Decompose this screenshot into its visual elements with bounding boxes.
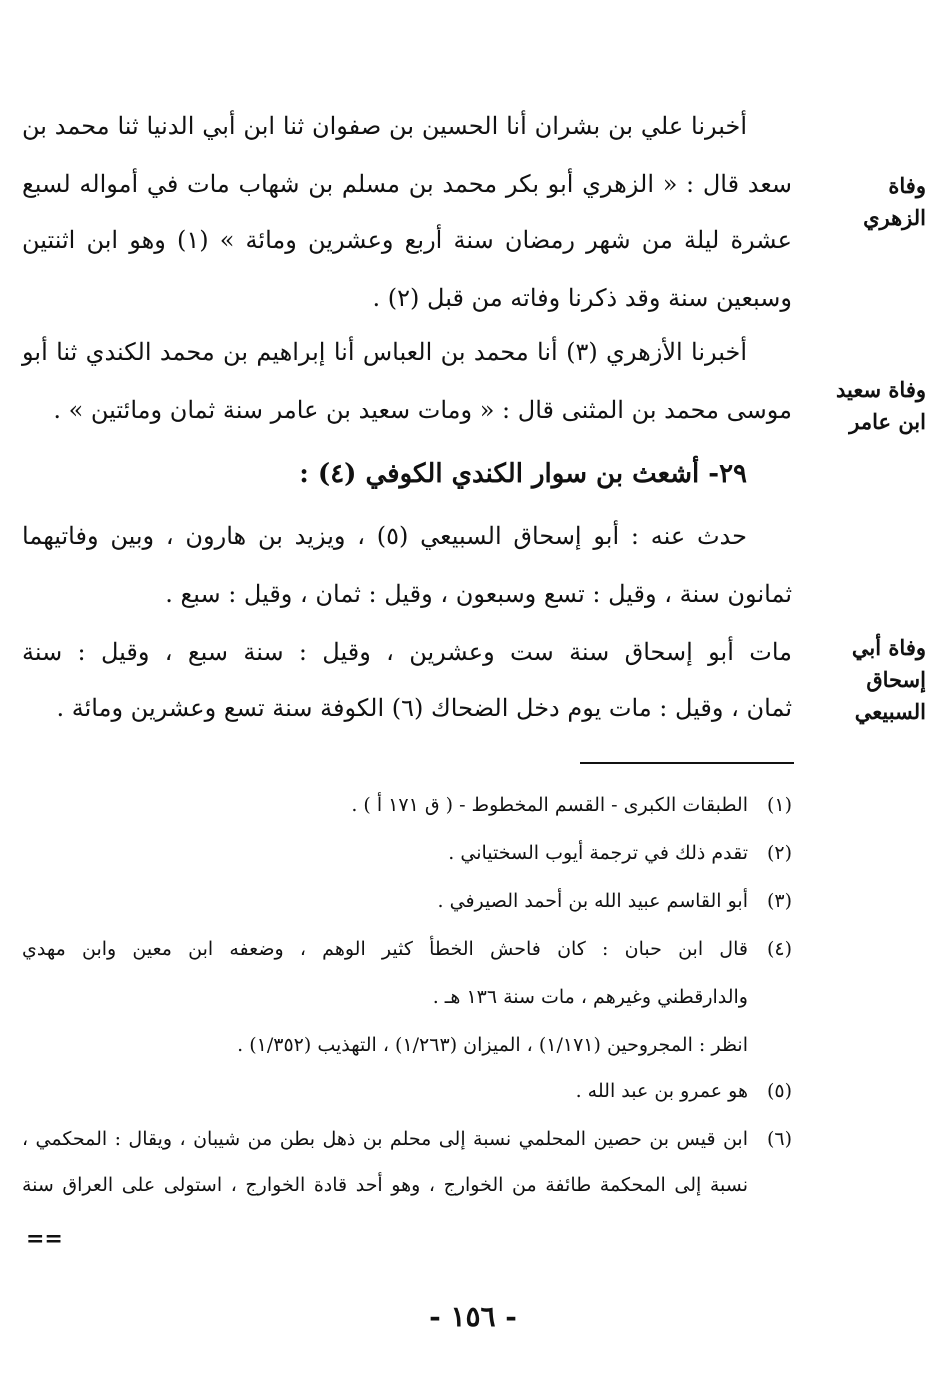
footnote-4-refs: انظر : المجروحين (١/١٧١) ، الميزان (١/٢٦٣) ، التهذيب (١/٣٥٢) . [237, 1034, 748, 1056]
footnote-number: (٦) [766, 1128, 792, 1150]
footnote-text: ابن قيس بن حصين المحلمي نسبة إلى محلم بن ذهل بطن من شيبان ، ويقال : المحكمي ، [22, 1128, 748, 1150]
margin-note-line: إسحاق [866, 667, 926, 692]
footnote-number: (٥) [766, 1080, 792, 1102]
text-line-10: ثمان ، وقيل : مات يوم دخل الضحاك (٦) الكوفة سنة تسع وعشرين ومائة . [56, 694, 792, 722]
footnote-6 [22, 1116, 792, 1162]
text-line-3: عشرة ليلة من شهر رمضان سنة أربع وعشرين ومائة » (١) وهو ابن اثنتين [22, 226, 792, 254]
margin-note-line: ابن عامر [849, 409, 926, 434]
footnote-text: أبو القاسم عبيد الله بن أحمد الصيرفي . [437, 890, 748, 912]
footnote-1 [22, 782, 792, 828]
margin-note-zuhri [806, 170, 926, 234]
margin-note-line: وفاة أبي [851, 635, 926, 660]
margin-note-line: وفاة سعيد [836, 377, 926, 402]
continuation-mark: == [26, 1226, 63, 1252]
text-line-1: أخبرنا علي بن بشران أنا الحسين بن صفوان ثنا ابن أبي الدنيا ثنا محمد بن [22, 112, 747, 140]
margin-note-line: السبيعي [854, 699, 926, 724]
footnote-3 [22, 878, 792, 924]
footnote-text: قال ابن حبان : كان فاحش الخطأ كثير الوهم ، وضعفه ابن معين وابن مهدي [22, 938, 748, 960]
footnote-number: (٤) [766, 938, 792, 960]
section-heading: ٢٩- أشعث بن سوار الكندي الكوفي (٤) : [299, 459, 747, 489]
text-line-5: أخبرنا الأزهري (٣) أنا محمد بن العباس أنا إبراهيم بن محمد الكندي ثنا أبو [22, 338, 747, 366]
footnote-number: (٣) [766, 890, 792, 912]
footnote-text: الطبقات الكبرى - القسم المخطوط - ( ق ١٧١ أ ) . [351, 794, 748, 816]
text-line-7: حدث عنه : أبو إسحاق السبيعي (٥) ، ويزيد بن هارون ، وبين وفاتيهما [22, 522, 747, 550]
text-line-2: سعد قال : « الزهري أبو بكر محمد بن مسلم بن شهاب مات في أمواله لسبع [22, 170, 792, 198]
footnote-5 [22, 1068, 792, 1114]
margin-note-abi-ishaq [806, 632, 926, 728]
margin-note-line: الزهري [863, 205, 926, 230]
footnote-separator [580, 762, 794, 764]
text-line-8: ثمانون سنة ، وقيل : تسع وسبعون ، وقيل : ثمان ، وقيل : سبع . [165, 580, 792, 608]
margin-note-line: وفاة [888, 173, 926, 198]
footnote-number: (٢) [766, 842, 792, 864]
text-line-6: موسى محمد بن المثنى قال : « ومات سعيد بن عامر سنة ثمان ومائتين » . [53, 396, 792, 424]
footnote-text: هو عمرو بن عبد الله . [575, 1080, 748, 1102]
footnote-6-continuation: نسبة إلى المحكمة طائفة من الخوارج ، وهو أحد قادة الخوارج ، استولى على العراق سنة [22, 1174, 748, 1196]
text-line-4: وسبعين سنة وقد ذكرنا وفاته من قبل (٢) . [372, 284, 792, 312]
text-line-9: مات أبو إسحاق سنة ست وعشرين ، وقيل : سنة سبع ، وقيل : سنة [22, 638, 793, 666]
margin-note-said [806, 374, 926, 438]
footnote-4 [22, 926, 792, 972]
footnote-4-continuation: والدارقطني وغيرهم ، مات سنة ١٣٦ هـ . [432, 986, 748, 1008]
footnote-text: تقدم ذلك في ترجمة أيوب السختياني . [448, 842, 748, 864]
page-number: - ١٥٦ - [429, 1300, 517, 1333]
footnote-2 [22, 830, 792, 876]
footnote-number: (١) [766, 794, 792, 816]
